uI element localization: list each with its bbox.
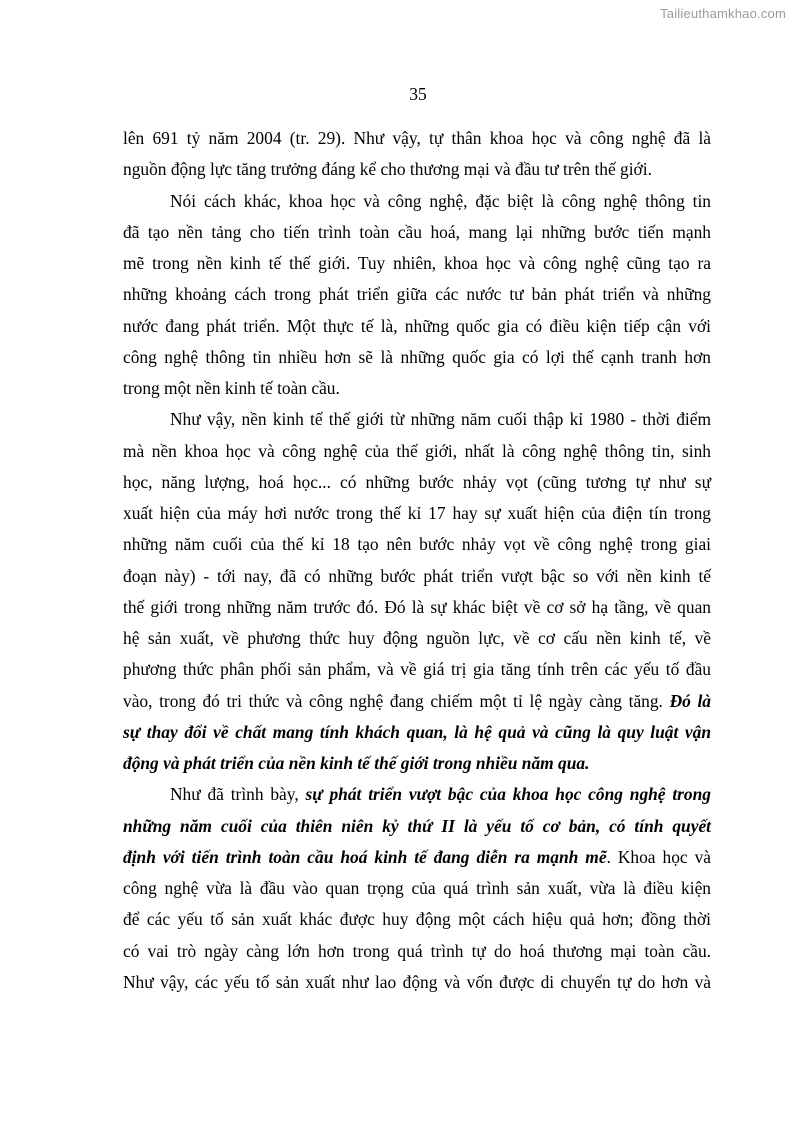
text-line — [123, 498, 711, 529]
emphasis-text: những năm cuối của thiên niên kỷ thứ II là yếu tố cơ bản, có tính quyết — [123, 815, 711, 836]
text-line — [123, 279, 711, 310]
text-line — [123, 779, 711, 810]
watermark: Tailieuthamkhao.com — [660, 6, 786, 21]
body-text: học, năng lượng, hoá học... có những bước nhảy vọt (cũng tương tự như sự — [123, 471, 711, 492]
body-text: những khoảng cách trong phát triển giữa các nước tư bản phát triển và những — [123, 284, 711, 305]
body-text: nước đang phát triển. Một thực tế là, những quốc gia có điều kiện tiếp cận với — [123, 315, 711, 336]
text-line — [123, 592, 711, 623]
body-text: lên 691 tỷ năm 2004 (tr. 29). Như vậy, tự thân khoa học và công nghệ đã là — [123, 128, 711, 148]
text-line — [123, 186, 711, 217]
body-text: Như đã trình bày, — [170, 784, 306, 805]
body-text: mẽ trong nền kinh tế thế giới. Tuy nhiên, khoa học và công nghệ cũng tạo ra — [123, 253, 711, 273]
text-line — [123, 467, 711, 498]
body-text: có vai trò ngày càng lớn hơn trong quá trình tự do hoá thương mại toàn cầu. — [123, 940, 711, 961]
text-line — [123, 717, 711, 748]
text-line — [123, 561, 711, 592]
body-text: thế giới trong những năm trước đó. Đó là sự khác biệt về cơ sở hạ tầng, về quan — [123, 596, 711, 617]
text-line — [123, 436, 711, 467]
text-line — [123, 936, 711, 967]
body-text: công nghệ vừa là đầu vào quan trọng của quá trình sản xuất, vừa là điều kiện — [123, 878, 711, 898]
body-text: nguồn động lực tăng trưởng đáng kể cho thương mại và đầu tư trên thế giới. — [123, 159, 652, 180]
text-line — [123, 904, 711, 935]
text-line — [123, 154, 711, 185]
text-line — [123, 123, 711, 154]
body-text: trong một nền kinh tế toàn cầu. — [123, 378, 340, 398]
text-line — [123, 748, 711, 779]
text-line — [123, 811, 711, 842]
text-line — [123, 842, 711, 873]
text-line — [123, 873, 711, 904]
text-line — [123, 529, 711, 560]
text-line — [123, 686, 711, 717]
emphasis-text: định với tiến trình toàn cầu hoá kinh tế đang diễn ra mạnh mẽ — [123, 846, 607, 867]
body-text: vào, trong đó tri thức và công nghệ đang chiếm một tỉ lệ ngày càng tăng. — [123, 690, 670, 711]
text-line — [123, 248, 711, 279]
text-line — [123, 623, 711, 654]
body-text: . Khoa học và — [606, 846, 711, 867]
emphasis-text: sự phát triển vượt bậc của khoa học công nghệ trong — [305, 784, 711, 805]
paragraph — [123, 186, 711, 405]
emphasis-text: động và phát triển của nền kinh tế thế giới trong nhiều năm qua. — [123, 753, 590, 773]
body-text: Nói cách khác, khoa học và công nghệ, đặc biệt là công nghệ thông tin — [170, 190, 711, 211]
emphasis-text: Đó là — [669, 690, 711, 711]
body-text: xuất hiện của máy hơi nước trong thế kỉ 17 hay sự xuất hiện của điện tín trong — [123, 503, 711, 523]
body-text: đã tạo nền tảng cho tiến trình toàn cầu hoá, mang lại những bước tiến mạnh — [123, 221, 711, 242]
text-line — [123, 654, 711, 685]
page-number: 35 — [409, 84, 427, 104]
paragraph — [123, 779, 711, 998]
body-text: đoạn này) - tới nay, đã có những bước phát triển vượt bậc so với nền kinh tế — [123, 565, 711, 586]
document-body — [123, 123, 711, 998]
text-line — [123, 967, 711, 998]
body-text: công nghệ thông tin nhiều hơn sẽ là những quốc gia có lợi thế cạnh tranh hơn — [123, 346, 711, 367]
emphasis-text: sự thay đổi về chất mang tính khách quan, là hệ quả và cũng là quy luật vận — [123, 721, 711, 742]
body-text: phương thức phân phối sản phẩm, và về giá trị gia tăng tính trên các yếu tố đầu — [123, 659, 711, 680]
text-line — [123, 342, 711, 373]
body-text: mà nền khoa học và công nghệ của thế giới, nhất là công nghệ thông tin, sinh — [123, 440, 711, 461]
paragraph — [123, 404, 711, 779]
body-text: để các yếu tố sản xuất khác được huy động một cách hiệu quả hơn; đồng thời — [123, 909, 711, 930]
body-text: hệ sản xuất, về phương thức huy động nguồn lực, về cơ cấu nền kinh tế, về — [123, 628, 711, 648]
paragraph — [123, 123, 711, 186]
text-line — [123, 311, 711, 342]
body-text: Như vậy, các yếu tố sản xuất như lao động và vốn được di chuyển tự do hơn và — [123, 971, 711, 992]
text-line — [123, 373, 711, 404]
text-line — [123, 217, 711, 248]
body-text: Như vậy, nền kinh tế thế giới từ những năm cuối thập kỉ 1980 - thời điểm — [170, 409, 711, 430]
text-line — [123, 404, 711, 435]
body-text: những năm cuối của thế kỉ 18 tạo nên bước nhảy vọt về công nghệ trong giai — [123, 534, 711, 555]
